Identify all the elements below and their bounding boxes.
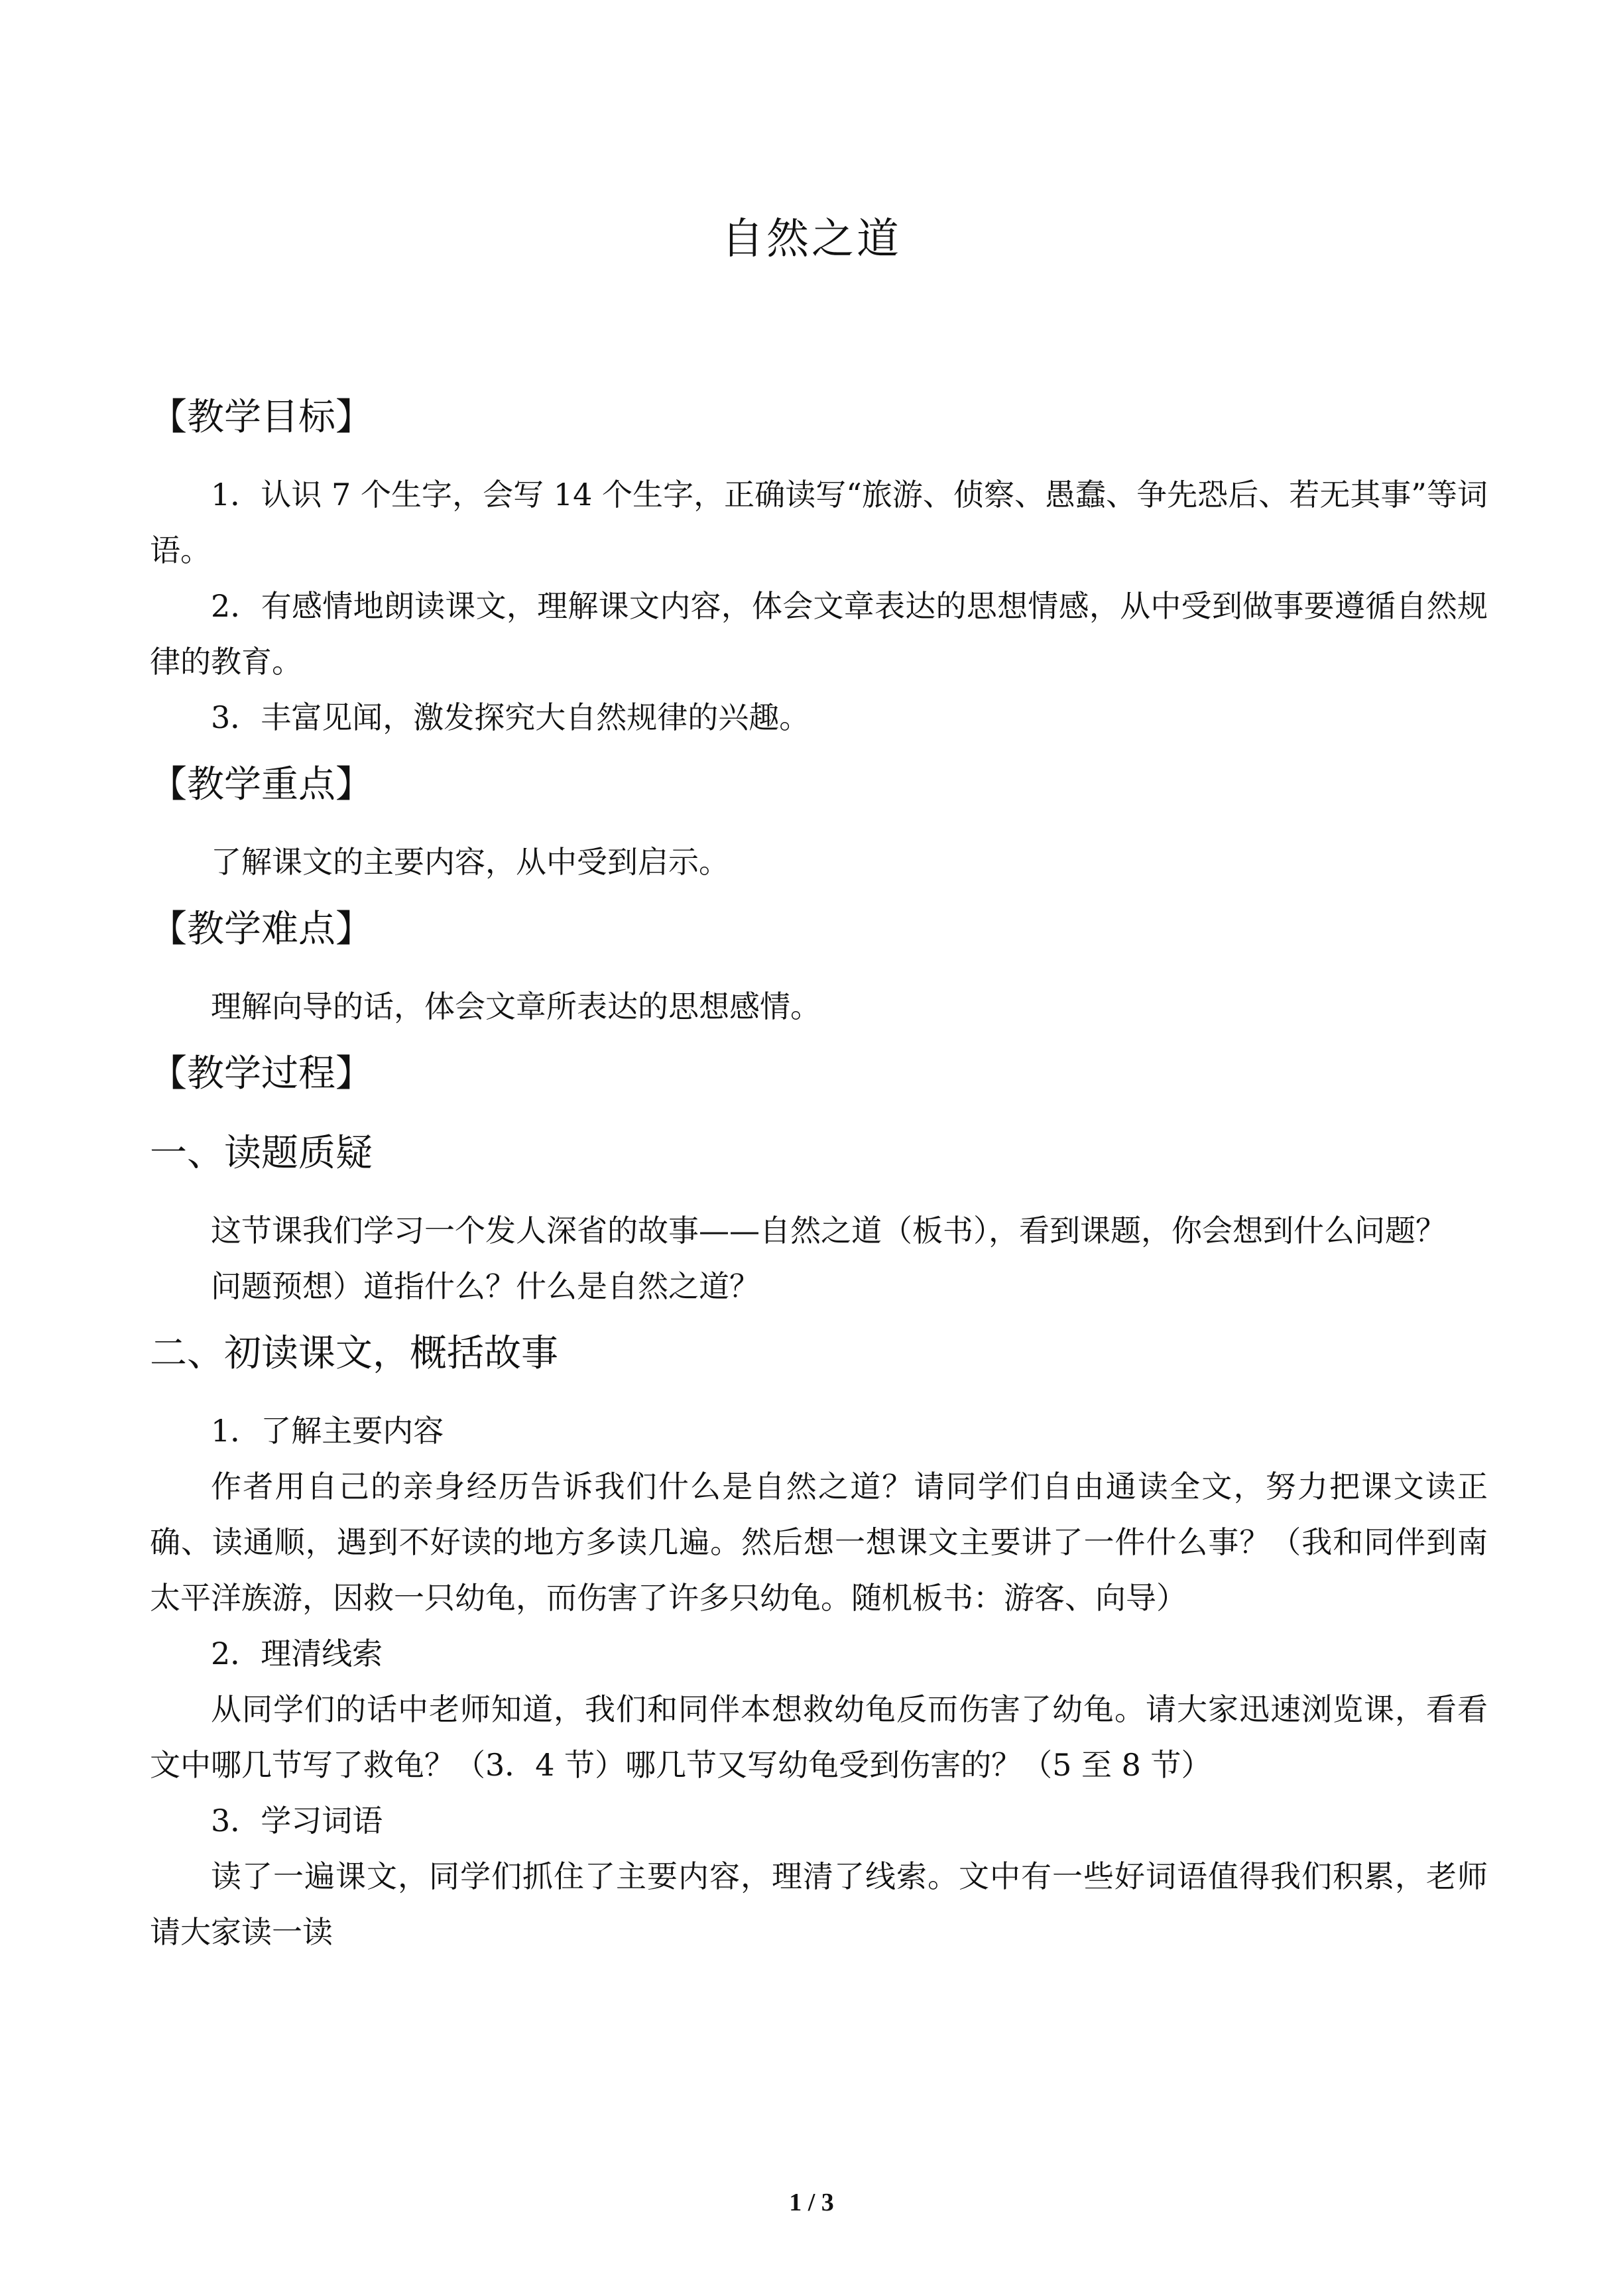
paragraph: 1．认识 7 个生字，会写 14 个生字，正确读写“旅游、侦察、愚蠢、争先恐后、若无其事”等词语。 <box>150 477 1488 568</box>
document-title: 自然之道 <box>721 215 902 264</box>
paragraph: 作者用自己的亲身经历告诉我们什么是自然之道？请同学们自由通读全文，努力把课文读正确、读通顺，遇到不好读的地方多读几遍。然后想一想课文主要讲了一件什么事？（我和同伴到南太平洋族游，因救一只幼龟，而伤害了许多只幼龟。随机板书：游客、向导） <box>150 1469 1488 1616</box>
paragraph: 问题预想）道指什么？什么是自然之道？ <box>211 1268 760 1304</box>
section-heading-key-points: 【教学重点】 <box>150 763 373 806</box>
section-heading-objectives: 【教学目标】 <box>150 396 373 439</box>
paragraph: 这节课我们学习一个发人深省的故事——自然之道（板书），看到课题，你会想到什么问题？ <box>211 1213 1446 1248</box>
section-heading-process: 【教学过程】 <box>150 1052 373 1095</box>
paragraph: 了解课文的主要内容，从中受到启示。 <box>211 844 729 880</box>
paragraph: 从同学们的话中老师知道，我们和同伴本想救幼龟反而伤害了幼龟。请大家迅速浏览课，看看文中哪几节写了救龟？（3．4 节）哪几节又写幼龟受到伤害的？（5 至 8 节） <box>150 1691 1488 1783</box>
paragraph: 2．有感情地朗读课文，理解课文内容，体会文章表达的思想情感，从中受到做事要遵循自然规律的教育。 <box>150 588 1488 680</box>
section-heading-difficulties: 【教学难点】 <box>150 908 373 951</box>
subsection-heading-2: 二、初读课文，概括故事 <box>150 1332 558 1375</box>
subsection-heading-1: 一、读题质疑 <box>150 1132 373 1175</box>
page-number: 1 / 3 <box>789 2189 834 2216</box>
paragraph: 1．了解主要内容 <box>211 1413 444 1449</box>
document-body <box>150 378 1488 1960</box>
paragraph: 2．理清线索 <box>211 1636 383 1671</box>
paragraph: 读了一遍课文，同学们抓住了主要内容，理清了线索。文中有一些好词语值得我们积累，老师请大家读一读 <box>150 1858 1488 1950</box>
paragraph: 3．学习词语 <box>211 1803 383 1839</box>
paragraph: 理解向导的话，体会文章所表达的思想感情。 <box>211 989 821 1024</box>
paragraph: 3．丰富见闻，激发探究大自然规律的兴趣。 <box>211 699 810 735</box>
